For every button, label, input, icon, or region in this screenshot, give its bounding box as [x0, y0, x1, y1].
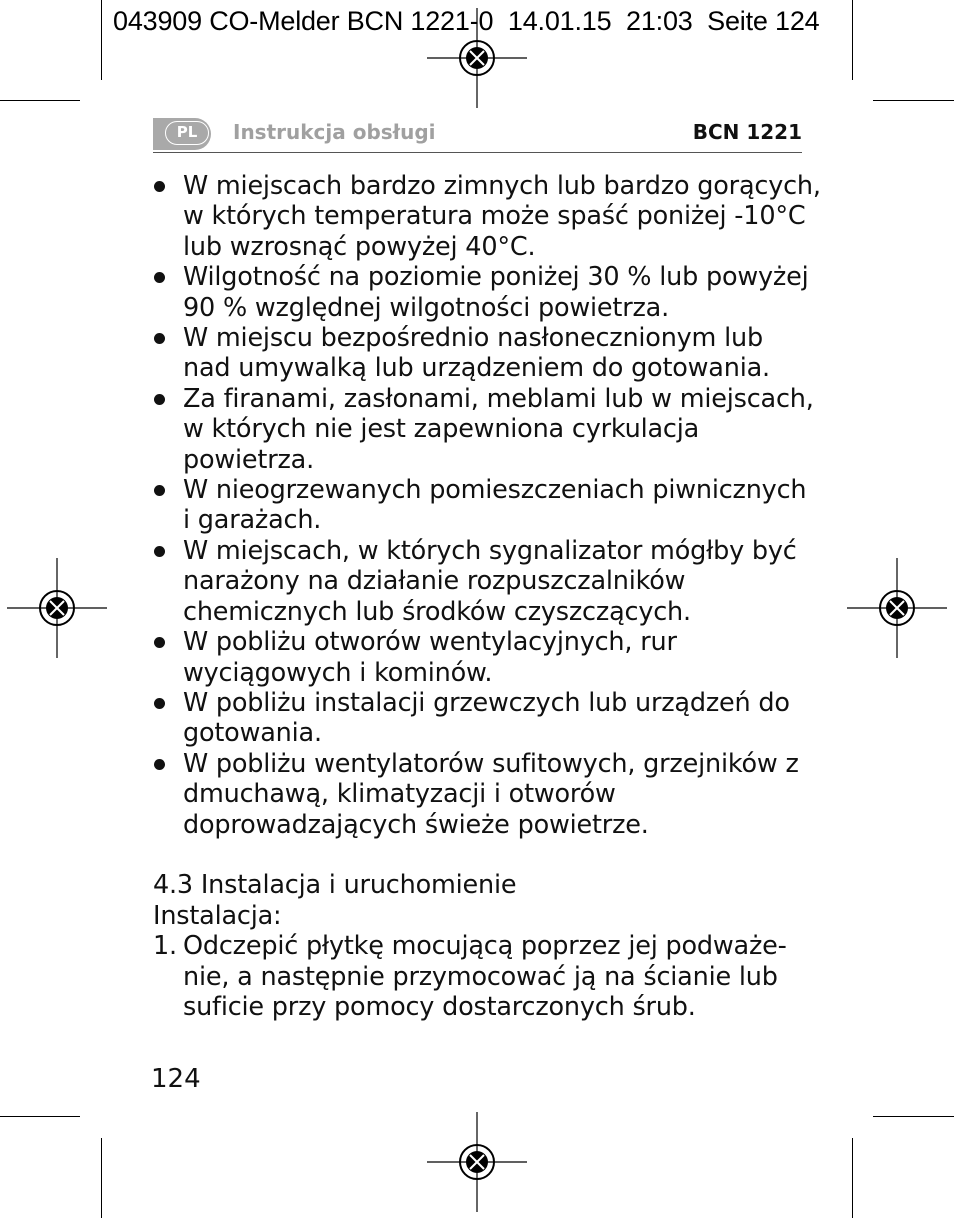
language-badge-label: PL — [165, 121, 209, 145]
running-header — [153, 116, 802, 153]
list-item: W pobliżu wentylatorów sufitowych, grzejników z dmuchawą, klimatyzacji i otworów doprowadzających świeże powietrze. — [153, 749, 813, 840]
list-item: W miejscach bardzo zimnych lub bardzo gorących, w których temperatura może spaść poniżej -10°C lub wzrosnąć powyżej 40°C. — [153, 171, 813, 262]
crop-mark-top-right-h — [873, 100, 954, 101]
language-badge — [153, 118, 211, 150]
registration-mark-bottom-icon — [427, 1112, 527, 1212]
header-model: BCN 1221 — [692, 120, 802, 144]
list-item: Wilgotność na poziomie poniżej 30 % lub powyżej 90 % względnej wilgotności powietrza. — [153, 262, 813, 323]
list-item: Za firanami, zasłonami, meblami lub w miejscach, w których nie jest zapewniona cyrkulacja powietrza. — [153, 384, 813, 475]
header-title: Instrukcja obsługi — [233, 120, 436, 144]
crop-mark-bottom-right-h — [873, 1116, 954, 1117]
crop-mark-top-left — [101, 0, 102, 80]
registration-mark-right-icon — [847, 558, 947, 658]
list-item: W nieogrzewanych pomieszczeniach piwnicznych i garażach. — [153, 475, 813, 536]
section-subheading: Instalacja: — [153, 900, 282, 931]
page-content — [153, 171, 821, 1022]
step-number: 1. — [153, 931, 177, 962]
list-item: W pobliżu otworów wentylacyjnych, rur wyciągowych i kominów. — [153, 627, 813, 688]
crop-mark-bottom-left — [101, 1138, 102, 1218]
list-item: W miejscu bezpośrednio nasłonecznionym lub nad umywalką lub urządzeniem do gotowania. — [153, 323, 813, 384]
crop-mark-top-left-h — [0, 100, 80, 101]
bullet-list — [153, 171, 821, 840]
section-heading: 4.3 Instalacja i uruchomienie — [153, 870, 517, 901]
crop-mark-top-right — [852, 0, 853, 80]
printer-slug-line: 043909 CO-Melder BCN 1221-0 14.01.15 21:03 Seite 124 — [113, 6, 820, 36]
crop-mark-bottom-right — [852, 1138, 853, 1218]
list-item: W pobliżu instalacji grzewczych lub urządzeń do gotowania. — [153, 688, 813, 749]
page-number: 124 — [151, 1064, 201, 1094]
list-item: W miejscach, w których sygnalizator mógłby być narażony na działanie rozpuszczalników chemicznych lub środków czyszczących. — [153, 536, 813, 627]
registration-mark-top-icon — [427, 8, 527, 108]
crop-mark-bottom-left-h — [0, 1116, 80, 1117]
registration-mark-left-icon — [7, 558, 107, 658]
numbered-step: 1. Odczepić płytkę mocującą poprzez jej podważe- nie, a następnie przymocować ją na ścianie lub suficie przy pomocy dostarczonych śrub. — [153, 931, 787, 1022]
